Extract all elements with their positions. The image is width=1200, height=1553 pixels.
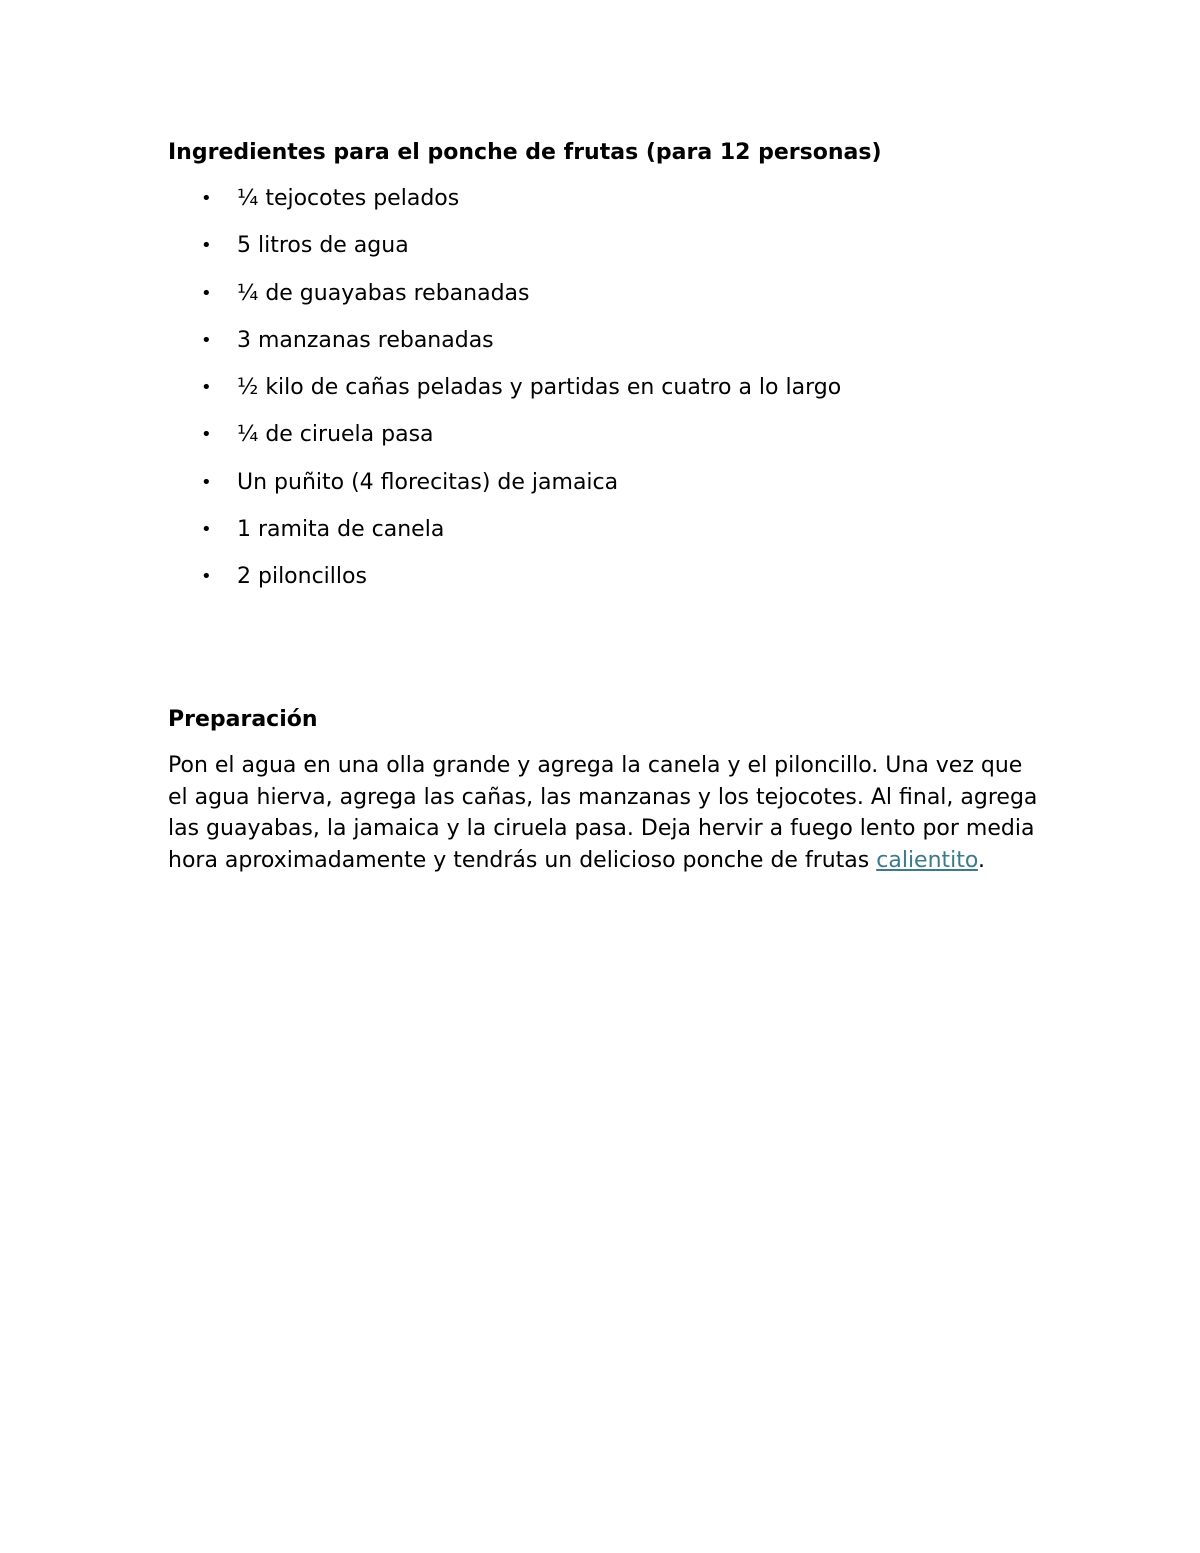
ingredient-text: 3 manzanas rebanadas [237,327,494,353]
preparation-end: . [977,847,985,873]
ingredients-heading: Ingredientes para el ponche de frutas (para 12 personas) [168,140,882,165]
bullet-icon: • [201,471,212,493]
bullet-icon: • [201,329,212,351]
ingredient-text: ¼ de guayabas rebanadas [237,280,530,306]
ingredient-text: Un puñito (4 florecitas) de jamaica [237,469,619,495]
calientito-link[interactable]: calientito [876,847,978,873]
list-item [168,372,1048,404]
document-content [168,137,1048,873]
preparation-paragraph [168,750,1048,876]
ingredient-text: 2 piloncillos [237,564,367,590]
list-item [168,514,1048,546]
bullet-icon: • [201,282,212,304]
ingredient-text: 1 ramita de canela [237,517,445,543]
ingredients-list [168,183,1048,593]
preparation-heading: Preparación [168,707,318,732]
list-item [168,183,1048,215]
ingredient-text: ¼ de ciruela pasa [237,422,434,448]
ingredient-text: ¼ tejocotes pelados [237,186,460,211]
bullet-icon: • [201,519,212,541]
preparation-text: Pon el agua en una olla grande y agrega la canela y el piloncillo. Una vez que el agua hierva, agrega las cañas, las manzanas y los tejocotes. Al final, agrega las guayabas, la jamaica y la ciruela pasa. Deja hervir a fuego lento por media hora aproximadamente y tendrás un delicioso ponche de frutas [168,753,1038,873]
ingredient-text: 5 litros de agua [237,233,409,259]
bullet-icon: • [201,188,212,209]
bullet-icon: • [201,424,212,446]
ingredient-text: ½ kilo de cañas peladas y partidas en cuatro a lo largo [237,375,842,401]
bullet-icon: • [201,235,212,257]
bullet-icon: • [201,377,212,399]
list-item [168,278,1048,310]
list-item [168,561,1048,593]
list-item [168,230,1048,262]
bullet-icon: • [201,566,212,588]
list-item [168,419,1048,451]
list-item [168,325,1048,357]
list-item [168,467,1048,499]
